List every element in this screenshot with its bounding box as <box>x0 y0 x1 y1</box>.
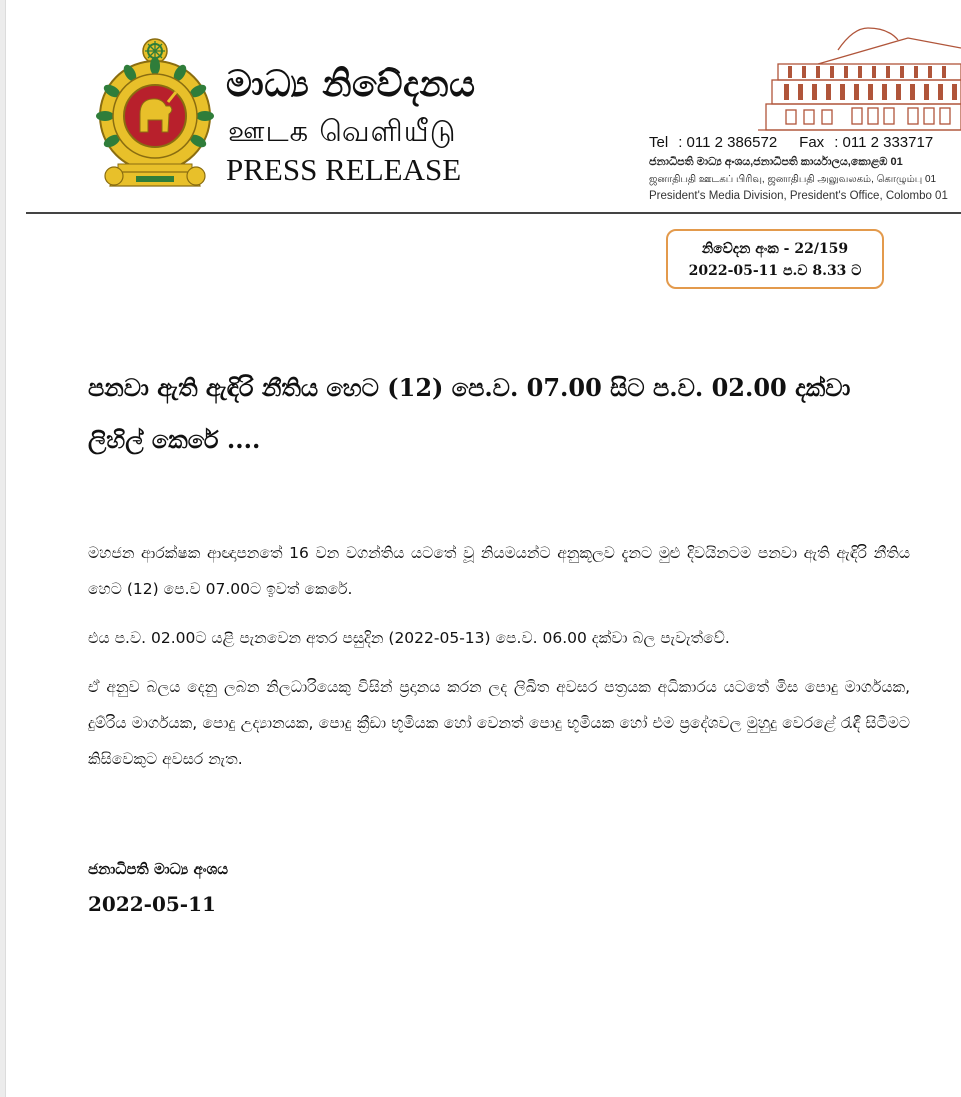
title-sinhala: මාධ්‍ය නිවේදනය <box>226 64 476 105</box>
paragraph-3: ඒ අනුව බලය දෙනු ලබන නිලධාරියෙකු විසින් ප්‍රදානය කරන ලද ලිඛිත අවසර පත්‍රයක අධිකාරය යටතේ මිස පොදු මාර්ගයක, දුම්රිය මාර්ගයක, පොදු උද්‍යානයක, පොදු ක්‍රීඩා භූමියක හෝ වෙනත් පොදු භූමියක හෝ එම ප්‍රදේශවල මුහුදු වෙරළේ රැඳී සිටීමට කිසිවෙකුට අවසර නැත. <box>88 678 910 768</box>
release-datetime: 2022-05-11 ප.ව 8.33 ට <box>688 263 862 279</box>
letterhead <box>0 0 961 215</box>
title-tamil: ஊடக வெளியீடு <box>228 114 457 148</box>
fax-value: : 011 2 333717 <box>834 134 934 151</box>
national-emblem-icon <box>96 36 214 194</box>
headline: පනවා ඇති ඇඳිරි නීතිය හෙට (12) පෙ.ව. 07.00 සිට ප.ව. 02.00 දක්වා ලිහිල් කෙරේ .... <box>88 373 851 454</box>
tel-value: : 011 2 386572 <box>678 134 778 151</box>
signoff-date: 2022-05-11 <box>88 892 216 916</box>
body-text <box>88 535 910 790</box>
tel-label: Tel <box>649 134 669 151</box>
release-number-box <box>666 229 884 289</box>
address-tamil: ஜனாதிபதி ஊடகப் பிரிவு, ஜனாதிபதி அலுவலகம், கொழும்பு 01 <box>649 174 937 185</box>
paragraph-2: එය ප.ව. 02.00ට යළි පැනවෙන අතර පසුදින (2022-05-13) පෙ.ව. 06.00 දක්වා බල පැවැත්වේ. <box>88 629 730 647</box>
header-divider <box>26 212 961 214</box>
paragraph-1: මහජන ආරක්ෂක ආඥාපනතේ 16 වන වගන්තිය යටතේ වූ නියමයන්ට අනුකූලව දැනට මුළු දිවයිනටම පනවා ඇති ඇඳිරි නීතිය හෙට (12) පෙ.ව 07.00ට ඉවත් කෙරේ. <box>88 544 910 598</box>
address-english: President's Media Division, President's Office, Colombo 01 <box>649 190 948 202</box>
signoff-department: ජනාධිපති මාධ්‍ය අංශය <box>88 860 229 878</box>
signoff <box>88 852 228 916</box>
title-english: PRESS RELEASE <box>226 152 462 187</box>
contact-details <box>649 134 961 205</box>
presidents-office-building-icon <box>758 20 961 132</box>
fax-label: Fax <box>799 134 825 151</box>
release-number: නිවේදන අංක - 22/159 <box>701 241 849 257</box>
address-sinhala: ජනාධිපති මාධ්‍ය අංශය,ජනාධිපති කාර්යාලය,කොළඹ 01 <box>649 156 903 168</box>
